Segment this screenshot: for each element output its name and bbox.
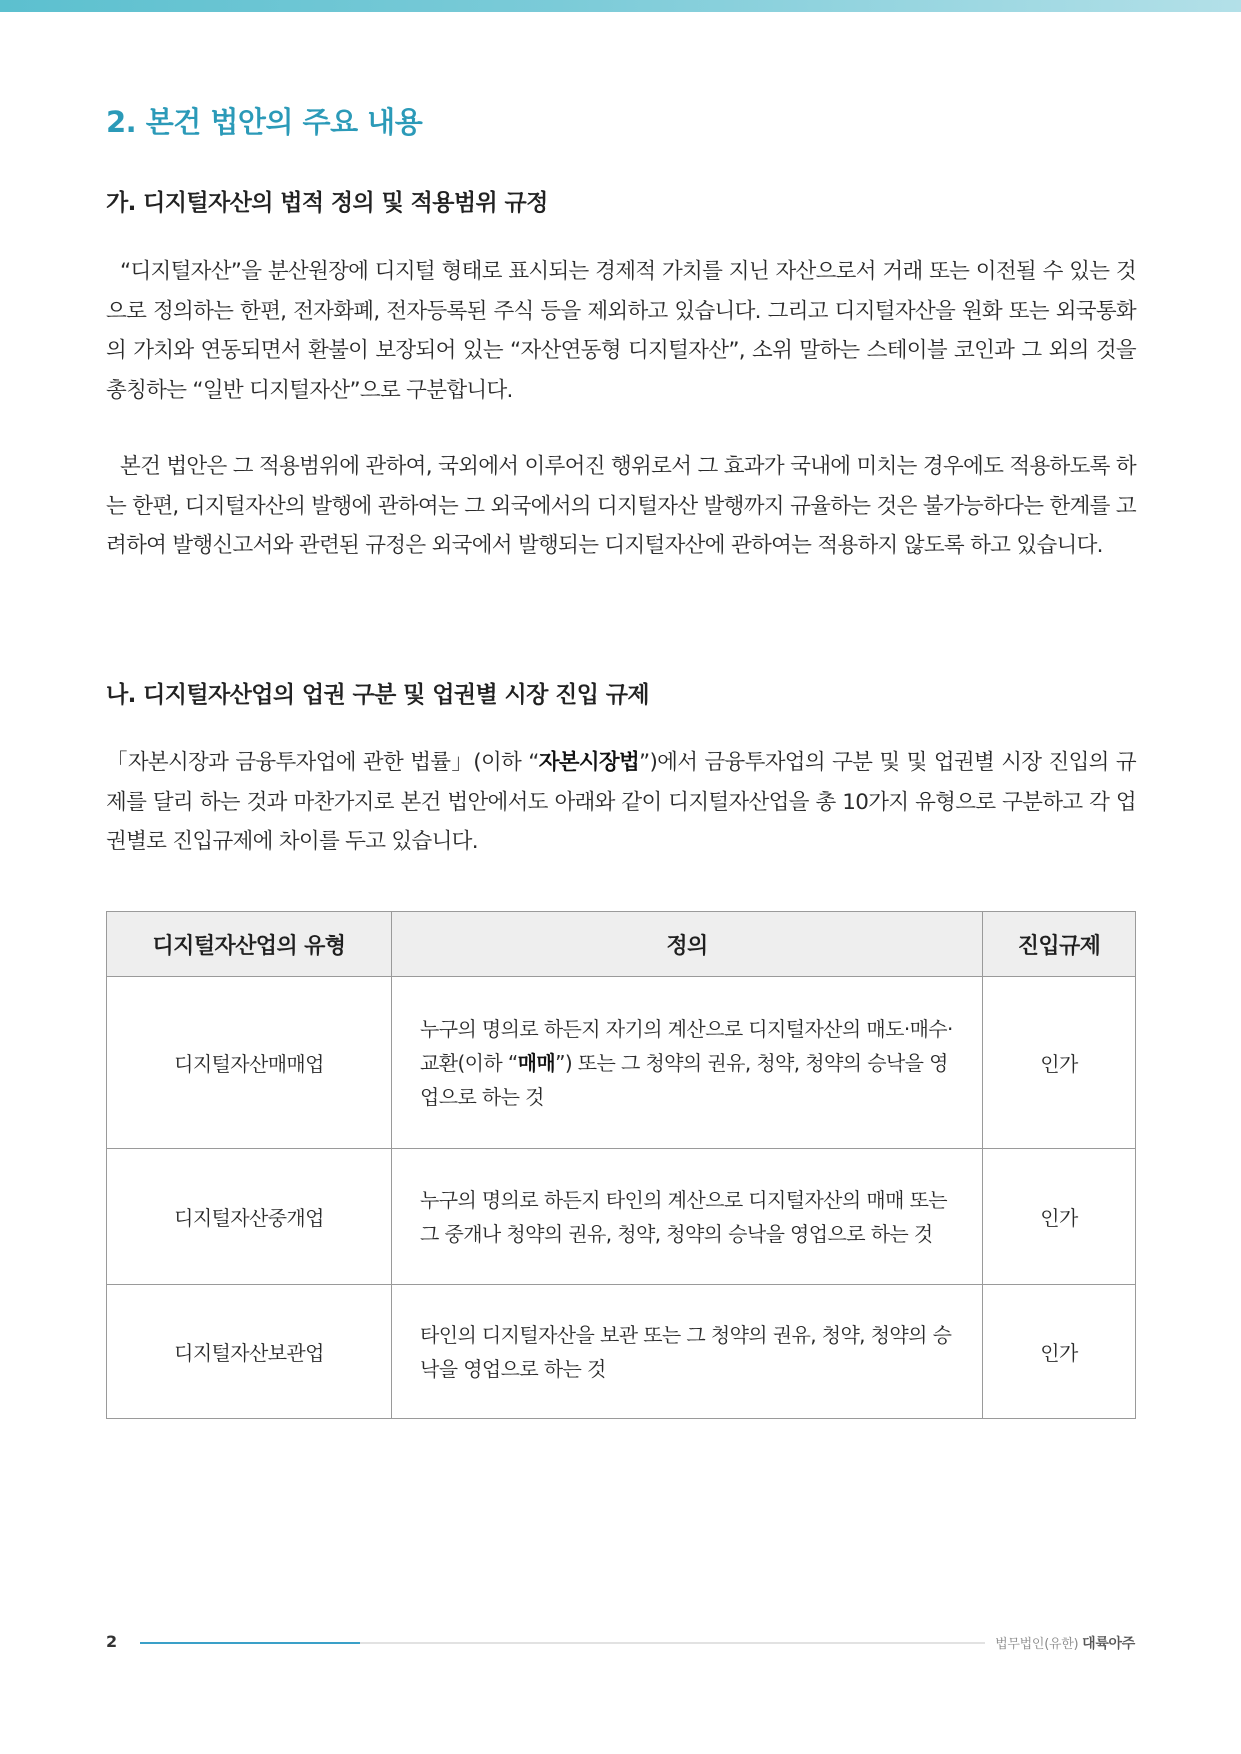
cell-entry-regulation: 인가 <box>983 1285 1136 1419</box>
cell-type: 디지털자산보관업 <box>107 1285 392 1419</box>
cell-definition <box>392 1149 983 1285</box>
footer-progress-line <box>140 1642 985 1644</box>
business-type-table <box>106 911 1136 1419</box>
definition-text: 누구의 명의로 하든지 자기의 계산으로 디지털자산의 매도·매수·교환(이하 “ <box>420 1016 953 1075</box>
cell-type: 디지털자산중개업 <box>107 1149 392 1285</box>
header-definition: 정의 <box>392 912 983 977</box>
subsection-heading-na: 나. 디지털자산업의 업권 구분 및 업권별 시장 진입 규제 <box>106 682 649 708</box>
page-number: 2 <box>106 1632 118 1651</box>
table-row <box>107 977 1136 1149</box>
definition-text: 누구의 명의로 하든지 타인의 계산으로 디지털자산의 매매 또는 그 중개나 청약의 권유, 청약, 청약의 승낙을 영업으로 하는 것 <box>420 1187 948 1246</box>
table-row <box>107 1285 1136 1419</box>
footer-progress-fill <box>140 1642 360 1644</box>
cell-definition <box>392 1285 983 1419</box>
paragraph-scope: 본건 법안은 그 적용범위에 관하여, 국외에서 이루어진 행위로서 그 효과가 국내에 미치는 경우에도 적용하도록 하는 한편, 디지털자산의 발행에 관하여는 그 외국에서의 디지털자산 발행까지 규율하는 것은 불가능하다는 한계를 고려하여 발행신고서와 관련된 규정은 외국에서 발행되는 디지털자산에 관하여는 적용하지 않도록 하고 있습니다. <box>106 454 1136 558</box>
definition-text: 타인의 디지털자산을 보관 또는 그 청약의 권유, 청약, 청약의 승낙을 영업으로 하는 것 <box>420 1322 952 1381</box>
firm-prefix: 법무법인(유한) <box>995 1637 1079 1652</box>
paragraph-definition: “디지털자산”을 분산원장에 디지털 형태로 표시되는 경제적 가치를 지닌 자산으로서 거래 또는 이전될 수 있는 것으로 정의하는 한편, 전자화폐, 전자등록된 주식 등을 제외하고 있습니다. 그리고 디지털자산을 원화 또는 외국통화의 가치와 연동되면서 환불이 보장되어 있는 “자산연동형 디지털자산”, 소위 말하는 스테이블 코인과 그 외의 것을 총칭하는 “일반 디지털자산”으로 구분합니다. <box>106 259 1136 403</box>
header-entry-regulation: 진입규제 <box>983 912 1136 977</box>
header-type: 디지털자산업의 유형 <box>107 912 392 977</box>
section-title: 2. 본건 법안의 주요 내용 <box>106 105 423 139</box>
subsection-heading-ga: 가. 디지털자산의 법적 정의 및 적용범위 규정 <box>106 190 548 216</box>
definition-bold-term: 매매 <box>517 1050 556 1075</box>
cell-entry-regulation: 인가 <box>983 977 1136 1149</box>
top-accent-bar <box>0 0 1241 12</box>
paragraph-text: 「자본시장과 금융투자업에 관한 법률」(이하 “ <box>106 750 539 775</box>
table-header-row <box>107 912 1136 977</box>
paragraph-market-entry <box>106 743 1136 862</box>
cell-definition <box>392 977 983 1149</box>
paragraph-bold-term: 자본시장법 <box>538 750 640 775</box>
table-row <box>107 1149 1136 1285</box>
definition-text: ”) 또는 그 청약의 권유, 청약, 청약의 승낙을 영업으로 하는 것 <box>420 1050 948 1109</box>
cell-entry-regulation: 인가 <box>983 1149 1136 1285</box>
paragraph-text: ”)에서 금융투자업의 구분 및 및 업권별 시장 진입의 규제를 달리 하는 것과 마찬가지로 본건 법안에서도 아래와 같이 디지털자산업을 총 10가지 유형으로 구분하고 각 업권별로 진입규제에 차이를 두고 있습니다. <box>106 750 1136 854</box>
cell-type: 디지털자산매매업 <box>107 977 392 1149</box>
footer-firm <box>995 1633 1135 1653</box>
firm-name: 대륙아주 <box>1082 1636 1135 1652</box>
